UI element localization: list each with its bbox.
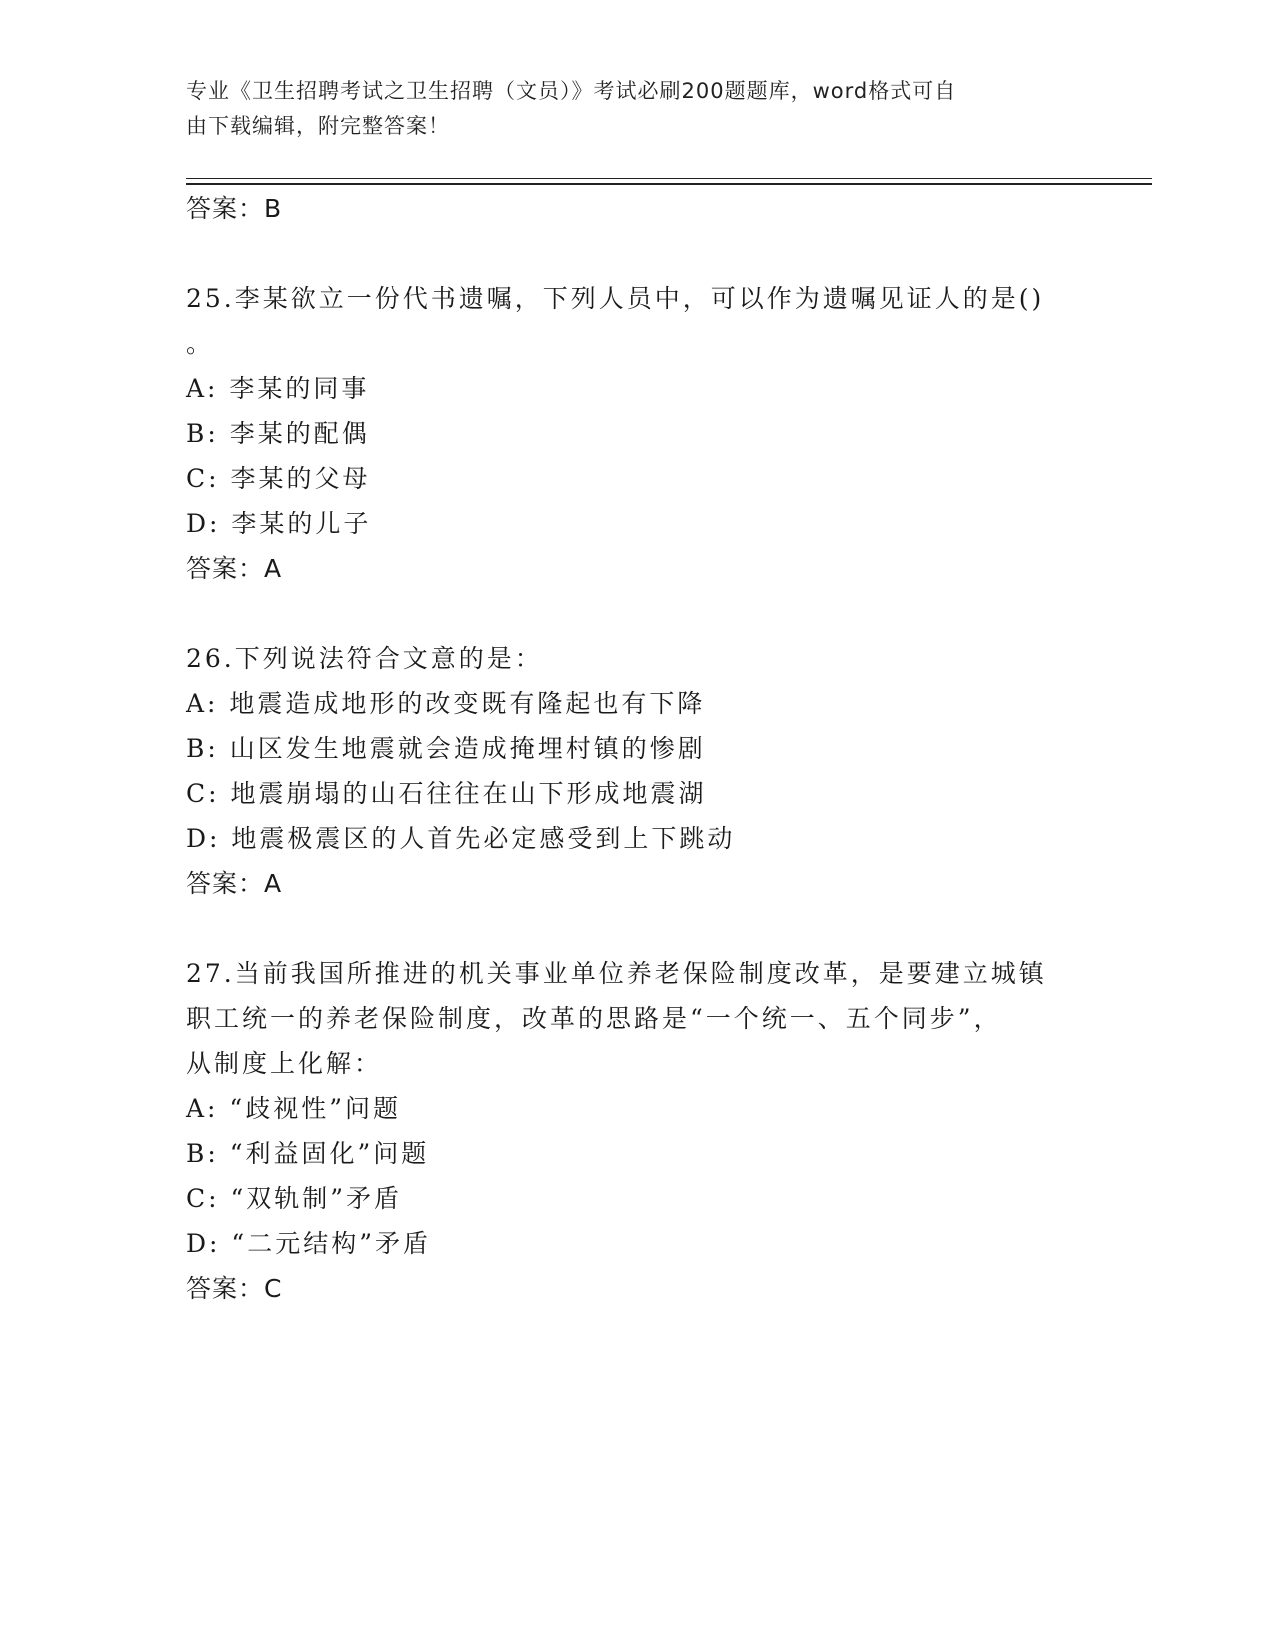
answer-line: 答案：C: [186, 1274, 283, 1303]
option-b: B: “利益固化”问题: [186, 1139, 430, 1168]
answer-line: 答案：A: [186, 554, 283, 583]
option-b: B: 李某的配偶: [186, 419, 370, 448]
question-25: [186, 276, 1086, 591]
question-stem: 从制度上化解：: [186, 1049, 383, 1078]
question-stem: 26.下列说法符合文意的是：: [186, 644, 543, 673]
document-header: [186, 74, 1066, 144]
header-line-2: 由下载编辑，附完整答案！: [186, 114, 450, 138]
option-d: D: 李某的儿子: [186, 509, 372, 538]
option-a: A: 李某的同事: [186, 374, 370, 403]
question-26: [186, 636, 1086, 906]
option-c: C: “双轨制”矛盾: [186, 1184, 403, 1213]
question-stem: 27.当前我国所推进的机关事业单位养老保险制度改革，是要建立城镇: [186, 959, 1047, 988]
header-line-1: 专业《卫生招聘考试之卫生招聘（文员）》考试必刷200题题库，word格式可自: [186, 79, 957, 103]
question-27: [186, 951, 1086, 1311]
question-stem: 。: [186, 329, 215, 358]
document-body: [186, 186, 1086, 1311]
option-d: D: “二元结构”矛盾: [186, 1229, 431, 1258]
option-d: D: 地震极震区的人首先必定感受到上下跳动: [186, 824, 736, 853]
question-stem: 职工统一的养老保险制度，改革的思路是“一个统一、五个同步”，: [186, 1004, 1002, 1033]
header-divider-thin: [186, 178, 1152, 179]
option-c: C: 地震崩塌的山石往往在山下形成地震湖: [186, 779, 707, 808]
option-b: B: 山区发生地震就会造成掩埋村镇的惨剧: [186, 734, 706, 763]
header-divider-thick: [186, 183, 1152, 185]
option-a: A: “歧视性”问题: [186, 1094, 401, 1123]
question-stem: 25.李某欲立一份代书遗嘱，下列人员中，可以作为遗嘱见证人的是(): [186, 284, 1045, 313]
option-c: C: 李某的父母: [186, 464, 371, 493]
option-a: A: 地震造成地形的改变既有隆起也有下降: [186, 689, 706, 718]
answer-line: 答案：A: [186, 869, 283, 898]
answer-line: 答案：B: [186, 194, 283, 223]
